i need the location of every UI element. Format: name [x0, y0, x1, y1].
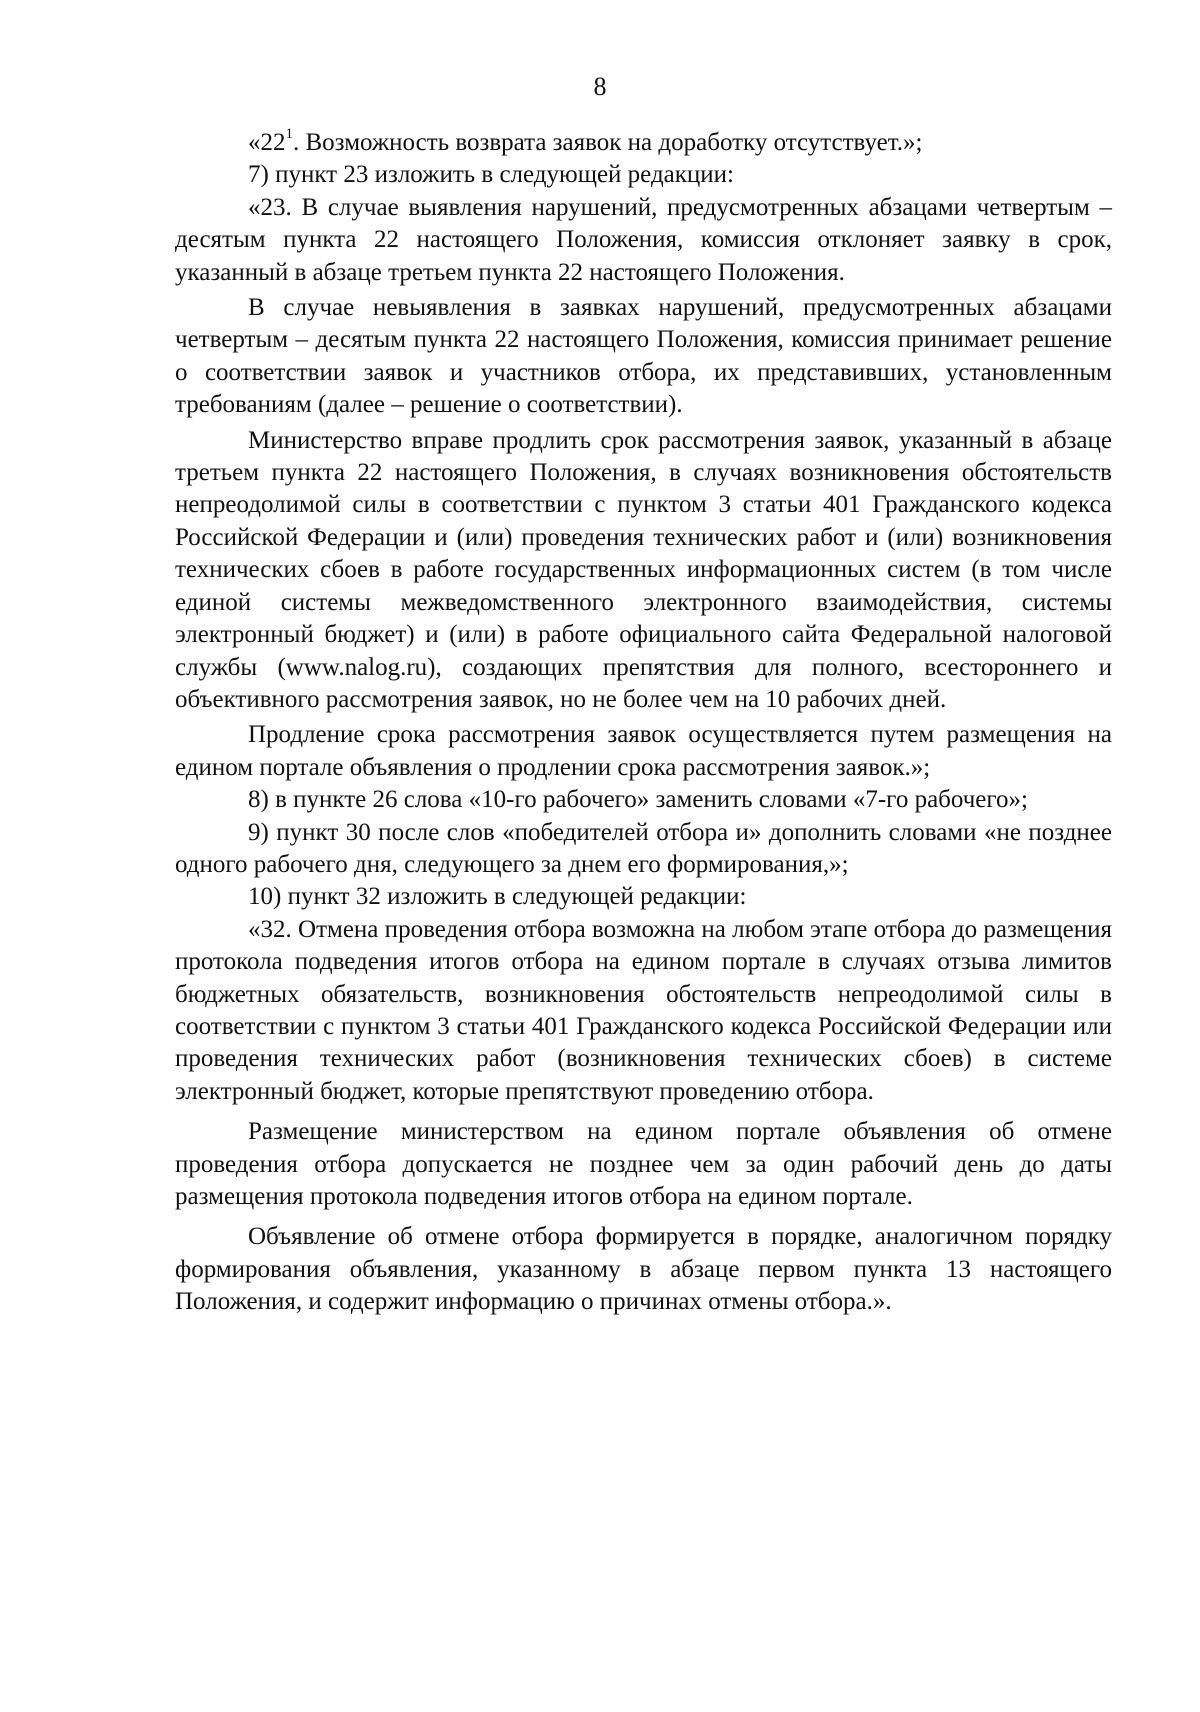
- superscript-index: 1: [285, 125, 293, 142]
- paragraph-22-1-prefix: «22: [248, 129, 286, 156]
- paragraph-23-part-4: Продление срока рассмотрения заявок осуществляется путем размещения на едином портале объявления о продлении срока рассмотрения заявок.»;: [175, 721, 1112, 781]
- paragraph-23-part-2: В случае невыявления в заявках нарушений, предусмотренных абзацами четвертым – десятым пункта 22 настоящего Положения, комиссия принимает решение о соответствии заявок и участников отбора, их представивших, установленным требованиям (далее – решение о соответствии).: [175, 294, 1112, 419]
- paragraph-item-9: 9) пункт 30 после слов «победителей отбора и» дополнить словами «не позднее одного рабочего дня, следующего за днем его формирования,»;: [175, 818, 1112, 878]
- paragraph-item-7: 7) пункт 23 изложить в следующей редакции:: [248, 161, 734, 189]
- paragraph-23-part-3: Министерство вправе продлить срок рассмотрения заявок, указанный в абзаце третьем пункта 22 настоящего Положения, в случаях возникновения обстоятельств непреодолимой силы в соответствии с пунктом 3 статьи 401 Гражданского кодекса Российской Федерации и (или) проведения технических работ и (или) возникновения технических сбоев в работе государственных информационных систем (в том числе единой системы межведомственного электронного взаимодействия, системы электронный бюджет) и (или) в работе официального сайта Федеральной налоговой службы (www.nalog.ru), создающих препятствия для полного, всестороннего и объективного рассмотрения заявок, но не более чем на 10 рабочих дней.: [175, 426, 1112, 713]
- paragraph-22-1-text: . Возможность возврата заявок на доработку отсутствует.»;: [293, 129, 923, 156]
- paragraph-item-10: 10) пункт 32 изложить в следующей редакции:: [248, 883, 747, 911]
- paragraph-22-1: [175, 127, 1112, 159]
- document-body: [175, 127, 1112, 1319]
- page-number: 8: [593, 72, 607, 101]
- paragraph-item-8: 8) в пункте 26 слова «10-го рабочего» заменить словами «7-го рабочего»;: [248, 786, 1028, 814]
- paragraph-32: «32. Отмена проведения отбора возможна на любом этапе отбора до размещения протокола подведения итогов отбора на едином портале в случаях отзыва лимитов бюджетных обязательств, возникновения обстоятельств непреодолимой силы в соответствии с пунктом 3 статьи 401 Гражданского кодекса Российской Федерации или проведения технических работ (возникновения технических сбоев) в системе электронный бюджет, которые препятствуют проведению отбора.: [175, 915, 1112, 1105]
- paragraph-23: «23. В случае выявления нарушений, предусмотренных абзацами четвертым – десятым пункта 22 настоящего Положения, комиссия отклоняет заявку в срок, указанный в абзаце третьем пункта 22 настоящего Положения.: [175, 193, 1112, 286]
- paragraph-32-part-3: Объявление об отмене отбора формируется в порядке, аналогичном порядку формирования объявления, указанному в абзаце первом пункта 13 настоящего Положения, и содержит информацию о причинах отмены отбора.».: [175, 1223, 1112, 1316]
- paragraph-32-part-2: Размещение министерством на едином портале объявления об отмене проведения отбора допускается не позднее чем за один рабочий день до даты размещения протокола подведения итогов отбора на едином портале.: [175, 1118, 1112, 1210]
